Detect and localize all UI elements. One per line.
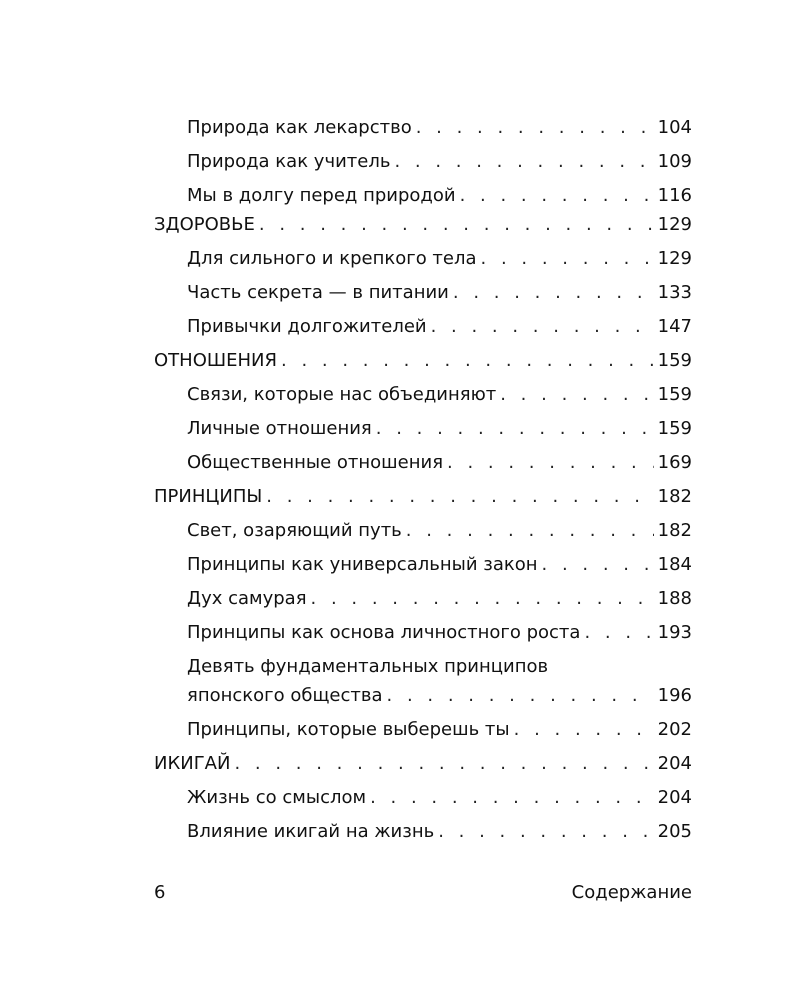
toc-entry-page: 133 <box>657 282 692 303</box>
toc-entry <box>154 589 692 609</box>
toc-entry-page: 159 <box>657 418 692 439</box>
toc-entry <box>154 788 692 808</box>
toc-entry-title: Принципы как универсальный закон <box>187 554 538 575</box>
toc-entry-page: 159 <box>657 384 692 405</box>
toc-chapter-page: 204 <box>657 753 692 774</box>
dot-leader <box>584 623 653 643</box>
toc-chapter-title: ИКИГАЙ <box>154 753 231 774</box>
table-of-contents <box>154 110 692 842</box>
dot-leader <box>447 453 654 473</box>
toc-entry <box>154 623 692 643</box>
toc-entry-title: Личные отношения <box>187 418 372 439</box>
toc-entry-title: Общественные отношения <box>187 452 444 473</box>
dot-leader <box>431 317 654 337</box>
toc-entry-page: 193 <box>657 622 692 643</box>
dot-leader <box>406 521 654 541</box>
toc-entry-page: 169 <box>657 452 692 473</box>
toc-entry-page: 205 <box>657 821 692 842</box>
dot-leader <box>438 822 653 842</box>
dot-leader <box>460 186 654 206</box>
toc-entry-page: 196 <box>657 685 692 706</box>
toc-entry-title: японского общества <box>187 685 383 706</box>
toc-entry-page: 109 <box>657 151 692 172</box>
dot-leader <box>311 589 654 609</box>
dot-leader <box>453 283 654 303</box>
dot-leader <box>281 351 654 371</box>
toc-entry <box>154 419 692 439</box>
toc-entry-title: Принципы, которые выберешь ты <box>187 719 510 740</box>
toc-chapter <box>154 351 692 371</box>
toc-chapter <box>154 754 692 774</box>
toc-entry-title: Природа как учитель <box>187 151 391 172</box>
toc-entry <box>154 720 692 740</box>
toc-chapter-title: ПРИНЦИПЫ <box>154 486 263 507</box>
toc-entry-title-line1: Девять фундаментальных принципов <box>187 656 549 677</box>
toc-entry-page: 188 <box>657 588 692 609</box>
toc-entry-title: Мы в долгу перед природой <box>187 185 456 206</box>
toc-chapter-page: 159 <box>657 350 692 371</box>
dot-leader <box>376 419 654 439</box>
dot-leader <box>266 487 653 507</box>
toc-entry <box>154 657 692 706</box>
toc-entry-line2 <box>187 686 692 706</box>
dot-leader <box>500 385 653 405</box>
toc-entry-page: 129 <box>657 248 692 269</box>
toc-chapter-title: ОТНОШЕНИЯ <box>154 350 277 371</box>
dot-leader <box>387 686 654 706</box>
toc-entry-title: Дух самурая <box>187 588 307 609</box>
dot-leader <box>259 215 654 235</box>
toc-entry-title: Часть секрета — в питании <box>187 282 449 303</box>
dot-leader <box>394 152 653 172</box>
dot-leader <box>514 720 654 740</box>
dot-leader <box>370 788 654 808</box>
toc-entry-title: Связи, которые нас объединяют <box>187 384 497 405</box>
toc-entry <box>154 186 692 206</box>
toc-entry <box>154 317 692 337</box>
toc-entry-page: 204 <box>657 787 692 808</box>
toc-entry-title: Принципы как основа личностного роста <box>187 622 581 643</box>
toc-entry-page: 147 <box>657 316 692 337</box>
toc-entry-page: 184 <box>657 554 692 575</box>
toc-entry <box>154 555 692 575</box>
toc-entry-page: 116 <box>657 185 692 206</box>
toc-entry <box>154 385 692 405</box>
toc-chapter <box>154 487 692 507</box>
toc-entry <box>154 152 692 172</box>
dot-leader <box>234 754 653 774</box>
toc-chapter <box>154 215 692 235</box>
toc-entry-title: Свет, озаряющий путь <box>187 520 402 541</box>
toc-entry-page: 104 <box>657 117 692 138</box>
toc-chapter-page: 182 <box>657 486 692 507</box>
toc-chapter-page: 129 <box>657 214 692 235</box>
toc-entry-title: Привычки долгожителей <box>187 316 427 337</box>
page-number: 6 <box>154 882 166 903</box>
toc-entry-page: 182 <box>657 520 692 541</box>
toc-entry <box>154 283 692 303</box>
toc-entry-title: Для сильного и крепкого тела <box>187 248 477 269</box>
dot-leader <box>416 118 654 138</box>
running-header-section: Содержание <box>571 882 692 903</box>
toc-entry-title: Влияние икигай на жизнь <box>187 821 435 842</box>
toc-entry-page: 202 <box>657 719 692 740</box>
toc-entry <box>154 249 692 269</box>
toc-entry <box>154 118 692 138</box>
toc-entry <box>154 521 692 541</box>
toc-entry-title: Жизнь со смыслом <box>187 787 367 808</box>
dot-leader <box>542 555 654 575</box>
toc-entry <box>154 822 692 842</box>
toc-entry <box>154 453 692 473</box>
dot-leader <box>481 249 654 269</box>
page-footer <box>154 882 692 903</box>
toc-entry-title: Природа как лекарство <box>187 117 412 138</box>
toc-chapter-title: ЗДОРОВЬЕ <box>154 214 255 235</box>
